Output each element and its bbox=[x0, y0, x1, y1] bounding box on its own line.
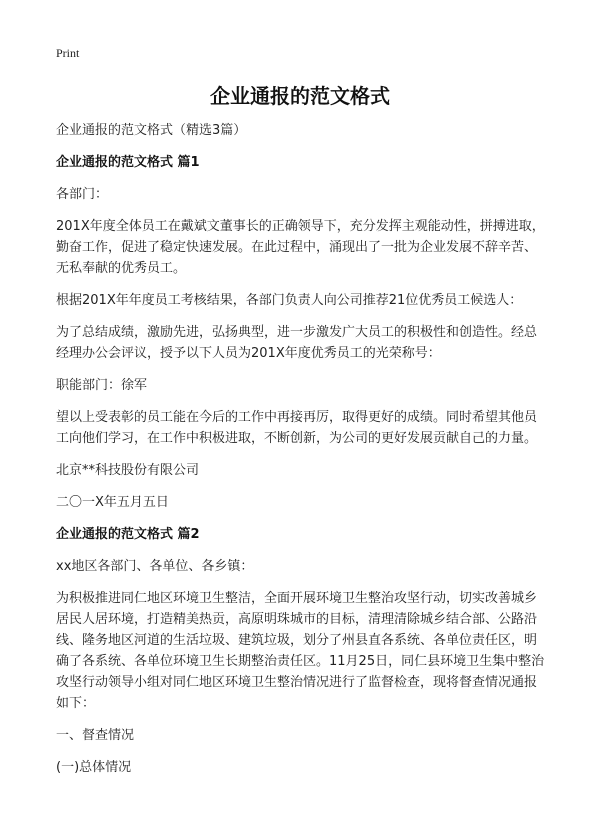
print-link[interactable]: Print bbox=[56, 46, 80, 60]
section-1-paragraph: 根据201X年年度员工考核结果，各部门负责人向公司推荐21位优秀员工候选人： bbox=[56, 293, 523, 308]
document-title: 企业通报的范文格式 bbox=[210, 84, 390, 108]
section-2-item: 一、督查情况 bbox=[56, 728, 135, 743]
document-subtitle: 企业通报的范文格式（精选3篇） bbox=[56, 123, 247, 138]
section-2-salutation: xx地区各部门、各单位、各乡镇： bbox=[56, 559, 254, 574]
section-1-paragraph: 为了总结成绩，激励先进，弘扬典型，进一步激发广大员工的积极性和创造性。经总经理办公会评议，授予以下人员为201X年度优秀员工的光荣称号： bbox=[56, 325, 538, 361]
section-2-heading: 企业通报的范文格式 篇2 bbox=[56, 527, 200, 542]
section-1-company: 北京**科技股份有限公司 bbox=[56, 463, 200, 478]
document-body bbox=[56, 120, 548, 789]
section-1-paragraph: 职能部门：徐军 bbox=[56, 378, 148, 393]
section-2-paragraph: 为积极推进同仁地区环境卫生整洁，全面开展环境卫生整治攻坚行动，切实改善城乡居民人居环境，打造精美热贡，高原明珠城市的目标，清理清除城乡结合部、公路沿线、隆务地区河道的生活垃圾、建筑垃圾，划分了州县直各系统、各单位责任区，明确了各系统、各单位环境卫生长期整治责任区。11月25日，同仁县环境卫生集中整治攻坚行动领导小组对同仁地区环境卫生整治情况进行了监督检查，现将督查情况通报如下： bbox=[56, 591, 545, 711]
section-1-salutation: 各部门： bbox=[56, 187, 109, 202]
section-1-heading: 企业通报的范文格式 篇1 bbox=[56, 155, 200, 170]
section-1-paragraph: 201X年度全体员工在戴斌文董事长的正确领导下，充分发挥主观能动性，拼搏进取，勤奋工作，促进了稳定快速发展。在此过程中，涌现出了一批为企业发展不辞辛苦、无私奉献的优秀员工。 bbox=[56, 219, 545, 276]
section-1-paragraph: 望以上受表彰的员工能在今后的工作中再接再厉，取得更好的成绩。同时希望其他员工向他们学习，在工作中积极进取，不断创新，为公司的更好发展贡献自己的力量。 bbox=[56, 410, 538, 446]
section-2-item: (一)总体情况 bbox=[56, 760, 132, 775]
section-1-date: 二〇一X年五月五日 bbox=[56, 495, 169, 510]
